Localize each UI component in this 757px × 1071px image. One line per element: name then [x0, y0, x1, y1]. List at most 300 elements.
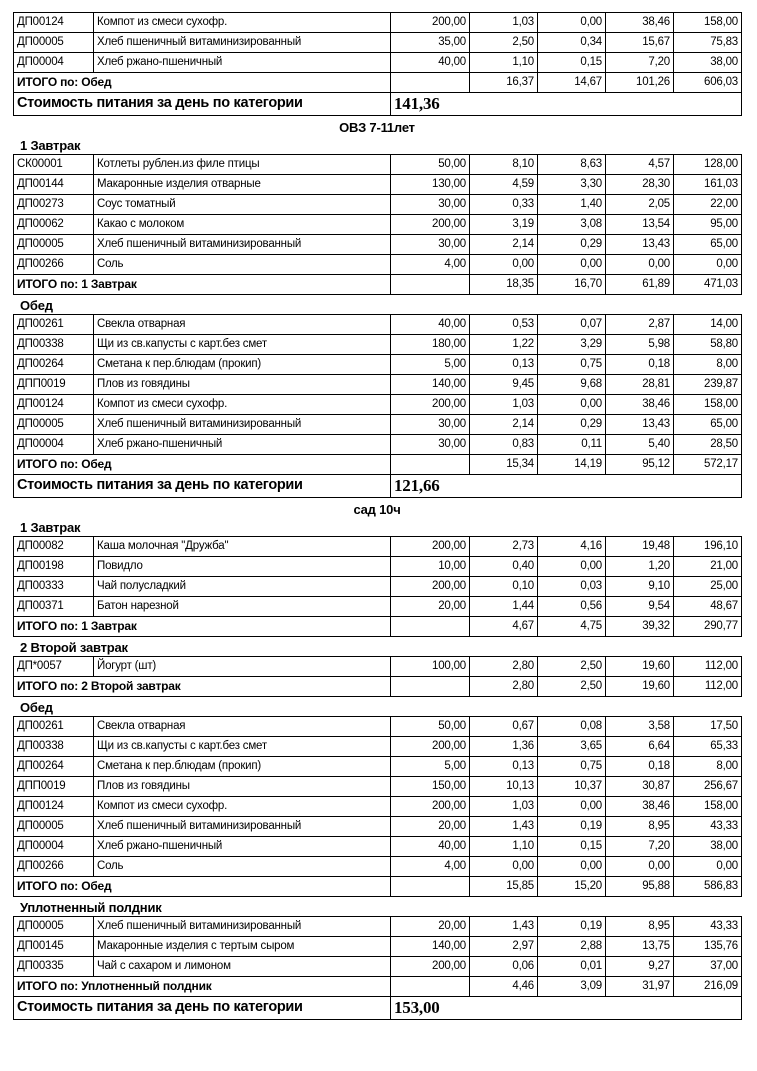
total-row: [14, 73, 742, 93]
value-cell: 0,19: [538, 917, 606, 937]
table-row: [14, 777, 742, 797]
dish-name-cell: Компот из смеси сухофр.: [94, 395, 391, 415]
value-cell: 0,56: [538, 597, 606, 617]
value-cell: 7,20: [606, 53, 674, 73]
value-cell: 9,10: [606, 577, 674, 597]
value-cell: 0,00: [470, 255, 538, 275]
table-row: [14, 597, 742, 617]
total-label: ИТОГО по: 1 Завтрак: [14, 617, 391, 637]
total-value-cell: 586,83: [674, 877, 742, 897]
value-cell: 13,75: [606, 937, 674, 957]
qty-cell: 10,00: [391, 557, 470, 577]
total-value-cell: 606,03: [674, 73, 742, 93]
total-label: ИТОГО по: 2 Второй завтрак: [14, 677, 391, 697]
value-cell: 65,00: [674, 235, 742, 255]
table-row: [14, 797, 742, 817]
value-cell: 5,40: [606, 435, 674, 455]
qty-cell: 50,00: [391, 155, 470, 175]
total-value-cell: 18,35: [470, 275, 538, 295]
daily-cost-row: [14, 93, 742, 116]
value-cell: 3,30: [538, 175, 606, 195]
value-cell: 95,00: [674, 215, 742, 235]
value-cell: 48,67: [674, 597, 742, 617]
total-value-cell: 14,67: [538, 73, 606, 93]
daily-cost-value: 141,36: [391, 93, 742, 116]
qty-cell: 40,00: [391, 837, 470, 857]
value-cell: 0,40: [470, 557, 538, 577]
value-cell: 0,00: [538, 13, 606, 33]
value-cell: 1,43: [470, 817, 538, 837]
qty-cell: 200,00: [391, 577, 470, 597]
value-cell: 0,00: [674, 857, 742, 877]
value-cell: 25,00: [674, 577, 742, 597]
dish-code-cell: ДП00005: [14, 415, 94, 435]
value-cell: 15,67: [606, 33, 674, 53]
value-cell: 0,33: [470, 195, 538, 215]
total-value-cell: 2,50: [538, 677, 606, 697]
value-cell: 0,83: [470, 435, 538, 455]
dish-code-cell: ДП00124: [14, 395, 94, 415]
dish-name-cell: Хлеб пшеничный витаминизированный: [94, 817, 391, 837]
value-cell: 1,22: [470, 335, 538, 355]
value-cell: 2,14: [470, 235, 538, 255]
daily-cost-label: Стоимость питания за день по категории: [14, 997, 391, 1020]
total-label: ИТОГО по: Уплотненный полдник: [14, 977, 391, 997]
value-cell: 0,01: [538, 957, 606, 977]
value-cell: 75,83: [674, 33, 742, 53]
dish-code-cell: ДП00261: [14, 717, 94, 737]
meal-table: [13, 12, 742, 116]
meal-section-header: 1 Завтрак: [20, 520, 81, 535]
value-cell: 7,20: [606, 837, 674, 857]
value-cell: 28,81: [606, 375, 674, 395]
value-cell: 38,46: [606, 13, 674, 33]
value-cell: 10,13: [470, 777, 538, 797]
value-cell: 158,00: [674, 13, 742, 33]
value-cell: 3,29: [538, 335, 606, 355]
meal-section-header: 2 Второй завтрак: [20, 640, 128, 655]
qty-cell: 140,00: [391, 937, 470, 957]
value-cell: 4,59: [470, 175, 538, 195]
daily-cost-value: 153,00: [391, 997, 742, 1020]
value-cell: 13,43: [606, 235, 674, 255]
meal-table: [13, 716, 742, 897]
value-cell: 0,00: [538, 557, 606, 577]
daily-cost-label: Стоимость питания за день по категории: [14, 93, 391, 116]
table-row: [14, 857, 742, 877]
dish-code-cell: ДП00005: [14, 235, 94, 255]
dish-name-cell: Компот из смеси сухофр.: [94, 13, 391, 33]
value-cell: 19,60: [606, 657, 674, 677]
value-cell: 2,73: [470, 537, 538, 557]
qty-cell: 150,00: [391, 777, 470, 797]
qty-cell: 20,00: [391, 597, 470, 617]
dish-code-cell: ДП00266: [14, 857, 94, 877]
qty-cell-empty: [391, 677, 470, 697]
table-row: [14, 375, 742, 395]
total-value-cell: 2,80: [470, 677, 538, 697]
total-value-cell: 290,77: [674, 617, 742, 637]
total-value-cell: 61,89: [606, 275, 674, 295]
dish-code-cell: ДП00261: [14, 315, 94, 335]
value-cell: 38,00: [674, 53, 742, 73]
value-cell: 0,18: [606, 355, 674, 375]
value-cell: 1,44: [470, 597, 538, 617]
dish-code-cell: ДП00005: [14, 817, 94, 837]
dish-name-cell: Соус томатный: [94, 195, 391, 215]
value-cell: 0,13: [470, 355, 538, 375]
dish-name-cell: Плов из говядины: [94, 777, 391, 797]
table-row: [14, 957, 742, 977]
value-cell: 8,00: [674, 757, 742, 777]
value-cell: 13,43: [606, 415, 674, 435]
table-row: [14, 335, 742, 355]
value-cell: 161,03: [674, 175, 742, 195]
total-value-cell: 15,20: [538, 877, 606, 897]
dish-code-cell: ДП00004: [14, 435, 94, 455]
value-cell: 0,13: [470, 757, 538, 777]
total-value-cell: 112,00: [674, 677, 742, 697]
meal-table: [13, 154, 742, 295]
dish-name-cell: Хлеб ржано-пшеничный: [94, 53, 391, 73]
qty-cell: 200,00: [391, 395, 470, 415]
table-row: [14, 235, 742, 255]
qty-cell: 30,00: [391, 415, 470, 435]
table-row: [14, 395, 742, 415]
dish-code-cell: ДП*0057: [14, 657, 94, 677]
qty-cell: 4,00: [391, 255, 470, 275]
daily-cost-value: 121,66: [391, 475, 742, 498]
table-row: [14, 33, 742, 53]
dish-name-cell: Сметана к пер.блюдам (прокип): [94, 355, 391, 375]
qty-cell: 140,00: [391, 375, 470, 395]
table-row: [14, 355, 742, 375]
value-cell: 8,63: [538, 155, 606, 175]
meal-section-header: Обед: [20, 298, 53, 313]
value-cell: 0,19: [538, 817, 606, 837]
qty-cell: 200,00: [391, 797, 470, 817]
dish-name-cell: Хлеб пшеничный витаминизированный: [94, 917, 391, 937]
dish-name-cell: Каша молочная "Дружба": [94, 537, 391, 557]
value-cell: 0,06: [470, 957, 538, 977]
category-header: ОВЗ 7-11лет: [339, 120, 415, 135]
dish-name-cell: Котлеты рублен.из филе птицы: [94, 155, 391, 175]
total-label: ИТОГО по: Обед: [14, 455, 391, 475]
value-cell: 17,50: [674, 717, 742, 737]
daily-cost-row: [14, 997, 742, 1020]
meal-table: [13, 656, 742, 697]
dish-name-cell: Свекла отварная: [94, 717, 391, 737]
qty-cell-empty: [391, 73, 470, 93]
total-label: ИТОГО по: Обед: [14, 73, 391, 93]
dish-code-cell: ДП00264: [14, 355, 94, 375]
total-value-cell: 3,09: [538, 977, 606, 997]
dish-code-cell: ДПП0019: [14, 777, 94, 797]
meal-section-header: 1 Завтрак: [20, 138, 81, 153]
total-value-cell: 16,70: [538, 275, 606, 295]
qty-cell-empty: [391, 977, 470, 997]
value-cell: 196,10: [674, 537, 742, 557]
dish-code-cell: ДП00371: [14, 597, 94, 617]
value-cell: 0,75: [538, 355, 606, 375]
value-cell: 2,97: [470, 937, 538, 957]
total-value-cell: 101,26: [606, 73, 674, 93]
qty-cell: 200,00: [391, 957, 470, 977]
qty-cell-empty: [391, 455, 470, 475]
value-cell: 3,65: [538, 737, 606, 757]
value-cell: 0,03: [538, 577, 606, 597]
category-header: сад 10ч: [353, 502, 401, 517]
dish-code-cell: ДП00335: [14, 957, 94, 977]
value-cell: 0,67: [470, 717, 538, 737]
qty-cell-empty: [391, 617, 470, 637]
value-cell: 22,00: [674, 195, 742, 215]
dish-name-cell: Макаронные изделия с тертым сыром: [94, 937, 391, 957]
value-cell: 1,20: [606, 557, 674, 577]
dish-name-cell: Щи из св.капусты с карт.без смет: [94, 737, 391, 757]
dish-name-cell: Хлеб ржано-пшеничный: [94, 435, 391, 455]
table-row: [14, 737, 742, 757]
value-cell: 3,19: [470, 215, 538, 235]
qty-cell: 20,00: [391, 817, 470, 837]
daily-cost-label: Стоимость питания за день по категории: [14, 475, 391, 498]
total-row: [14, 877, 742, 897]
value-cell: 8,95: [606, 817, 674, 837]
value-cell: 1,43: [470, 917, 538, 937]
value-cell: 1,36: [470, 737, 538, 757]
total-value-cell: 572,17: [674, 455, 742, 475]
report-content: [13, 12, 741, 1020]
dish-name-cell: Хлеб пшеничный витаминизированный: [94, 235, 391, 255]
meal-table: [13, 536, 742, 637]
value-cell: 2,88: [538, 937, 606, 957]
value-cell: 43,33: [674, 817, 742, 837]
qty-cell: 30,00: [391, 235, 470, 255]
table-row: [14, 195, 742, 215]
qty-cell-empty: [391, 877, 470, 897]
dish-name-cell: Батон нарезной: [94, 597, 391, 617]
dish-name-cell: Плов из говядины: [94, 375, 391, 395]
table-row: [14, 717, 742, 737]
meal-table: [13, 916, 742, 1020]
dish-name-cell: Какао с молоком: [94, 215, 391, 235]
table-row: [14, 537, 742, 557]
dish-name-cell: Макаронные изделия отварные: [94, 175, 391, 195]
dish-code-cell: ДП00273: [14, 195, 94, 215]
dish-name-cell: Хлеб ржано-пшеничный: [94, 837, 391, 857]
meal-table: [13, 314, 742, 498]
total-value-cell: 15,85: [470, 877, 538, 897]
dish-name-cell: Компот из смеси сухофр.: [94, 797, 391, 817]
table-row: [14, 155, 742, 175]
qty-cell: 40,00: [391, 315, 470, 335]
dish-name-cell: Чай с сахаром и лимоном: [94, 957, 391, 977]
value-cell: 0,11: [538, 435, 606, 455]
total-value-cell: 15,34: [470, 455, 538, 475]
dish-name-cell: Чай полусладкий: [94, 577, 391, 597]
dish-name-cell: Щи из св.капусты с карт.без смет: [94, 335, 391, 355]
value-cell: 8,10: [470, 155, 538, 175]
total-row: [14, 275, 742, 295]
total-value-cell: 39,32: [606, 617, 674, 637]
value-cell: 2,87: [606, 315, 674, 335]
dish-code-cell: ДП00338: [14, 335, 94, 355]
table-row: [14, 937, 742, 957]
value-cell: 0,15: [538, 837, 606, 857]
total-row: [14, 455, 742, 475]
value-cell: 1,03: [470, 395, 538, 415]
table-row: [14, 757, 742, 777]
qty-cell: 40,00: [391, 53, 470, 73]
qty-cell: 200,00: [391, 537, 470, 557]
qty-cell: 30,00: [391, 435, 470, 455]
total-row: [14, 977, 742, 997]
value-cell: 2,50: [538, 657, 606, 677]
qty-cell: 200,00: [391, 13, 470, 33]
dish-code-cell: ДП00338: [14, 737, 94, 757]
value-cell: 38,00: [674, 837, 742, 857]
value-cell: 2,05: [606, 195, 674, 215]
value-cell: 0,18: [606, 757, 674, 777]
table-row: [14, 175, 742, 195]
dish-code-cell: ДП00198: [14, 557, 94, 577]
total-label: ИТОГО по: 1 Завтрак: [14, 275, 391, 295]
value-cell: 0,00: [538, 857, 606, 877]
dish-code-cell: ДП00124: [14, 13, 94, 33]
qty-cell: 50,00: [391, 717, 470, 737]
value-cell: 37,00: [674, 957, 742, 977]
dish-name-cell: Хлеб пшеничный витаминизированный: [94, 33, 391, 53]
value-cell: 43,33: [674, 917, 742, 937]
total-value-cell: 14,19: [538, 455, 606, 475]
qty-cell: 180,00: [391, 335, 470, 355]
value-cell: 30,87: [606, 777, 674, 797]
value-cell: 3,08: [538, 215, 606, 235]
total-value-cell: 95,12: [606, 455, 674, 475]
qty-cell: 100,00: [391, 657, 470, 677]
dish-code-cell: СК00001: [14, 155, 94, 175]
value-cell: 0,53: [470, 315, 538, 335]
table-row: [14, 53, 742, 73]
value-cell: 9,45: [470, 375, 538, 395]
value-cell: 9,68: [538, 375, 606, 395]
dish-code-cell: ДП00145: [14, 937, 94, 957]
total-value-cell: 4,75: [538, 617, 606, 637]
dish-name-cell: Повидло: [94, 557, 391, 577]
value-cell: 10,37: [538, 777, 606, 797]
value-cell: 14,00: [674, 315, 742, 335]
value-cell: 0,00: [538, 255, 606, 275]
qty-cell: 5,00: [391, 355, 470, 375]
dish-name-cell: Соль: [94, 255, 391, 275]
qty-cell: 30,00: [391, 195, 470, 215]
dish-code-cell: ДП00333: [14, 577, 94, 597]
total-value-cell: 95,88: [606, 877, 674, 897]
value-cell: 0,00: [538, 395, 606, 415]
value-cell: 1,03: [470, 797, 538, 817]
dish-code-cell: ДПП0019: [14, 375, 94, 395]
dish-name-cell: Свекла отварная: [94, 315, 391, 335]
table-row: [14, 215, 742, 235]
value-cell: 0,29: [538, 235, 606, 255]
meal-section-header: Обед: [20, 700, 53, 715]
dish-name-cell: Сметана к пер.блюдам (прокип): [94, 757, 391, 777]
dish-name-cell: Йогурт (шт): [94, 657, 391, 677]
table-row: [14, 435, 742, 455]
table-row: [14, 415, 742, 435]
dish-code-cell: ДП00004: [14, 837, 94, 857]
qty-cell: 5,00: [391, 757, 470, 777]
total-value-cell: 216,09: [674, 977, 742, 997]
value-cell: 0,75: [538, 757, 606, 777]
value-cell: 6,64: [606, 737, 674, 757]
dish-name-cell: Соль: [94, 857, 391, 877]
value-cell: 239,87: [674, 375, 742, 395]
qty-cell: 20,00: [391, 917, 470, 937]
value-cell: 28,30: [606, 175, 674, 195]
qty-cell: 130,00: [391, 175, 470, 195]
value-cell: 112,00: [674, 657, 742, 677]
dish-code-cell: ДП00124: [14, 797, 94, 817]
qty-cell: 35,00: [391, 33, 470, 53]
value-cell: 0,29: [538, 415, 606, 435]
value-cell: 38,46: [606, 395, 674, 415]
total-value-cell: 16,37: [470, 73, 538, 93]
value-cell: 9,54: [606, 597, 674, 617]
value-cell: 2,80: [470, 657, 538, 677]
total-value-cell: 4,46: [470, 977, 538, 997]
value-cell: 4,16: [538, 537, 606, 557]
value-cell: 8,95: [606, 917, 674, 937]
table-row: [14, 917, 742, 937]
value-cell: 0,00: [606, 857, 674, 877]
value-cell: 0,08: [538, 717, 606, 737]
total-label: ИТОГО по: Обед: [14, 877, 391, 897]
table-row: [14, 657, 742, 677]
total-value-cell: 4,67: [470, 617, 538, 637]
qty-cell: 200,00: [391, 737, 470, 757]
value-cell: 8,00: [674, 355, 742, 375]
table-row: [14, 817, 742, 837]
value-cell: 3,58: [606, 717, 674, 737]
value-cell: 0,00: [470, 857, 538, 877]
value-cell: 19,48: [606, 537, 674, 557]
total-value-cell: 19,60: [606, 677, 674, 697]
value-cell: 65,33: [674, 737, 742, 757]
qty-cell: 4,00: [391, 857, 470, 877]
value-cell: 9,27: [606, 957, 674, 977]
value-cell: 5,98: [606, 335, 674, 355]
dish-name-cell: Хлеб пшеничный витаминизированный: [94, 415, 391, 435]
value-cell: 158,00: [674, 797, 742, 817]
meal-section-header: Уплотненный полдник: [20, 900, 162, 915]
dish-code-cell: ДП00266: [14, 255, 94, 275]
value-cell: 256,67: [674, 777, 742, 797]
value-cell: 0,07: [538, 315, 606, 335]
value-cell: 0,00: [538, 797, 606, 817]
total-value-cell: 471,03: [674, 275, 742, 295]
value-cell: 128,00: [674, 155, 742, 175]
dish-code-cell: ДП00005: [14, 33, 94, 53]
table-row: [14, 837, 742, 857]
dish-code-cell: ДП00264: [14, 757, 94, 777]
value-cell: 135,76: [674, 937, 742, 957]
value-cell: 0,10: [470, 577, 538, 597]
table-row: [14, 13, 742, 33]
table-row: [14, 255, 742, 275]
value-cell: 0,15: [538, 53, 606, 73]
qty-cell-empty: [391, 275, 470, 295]
